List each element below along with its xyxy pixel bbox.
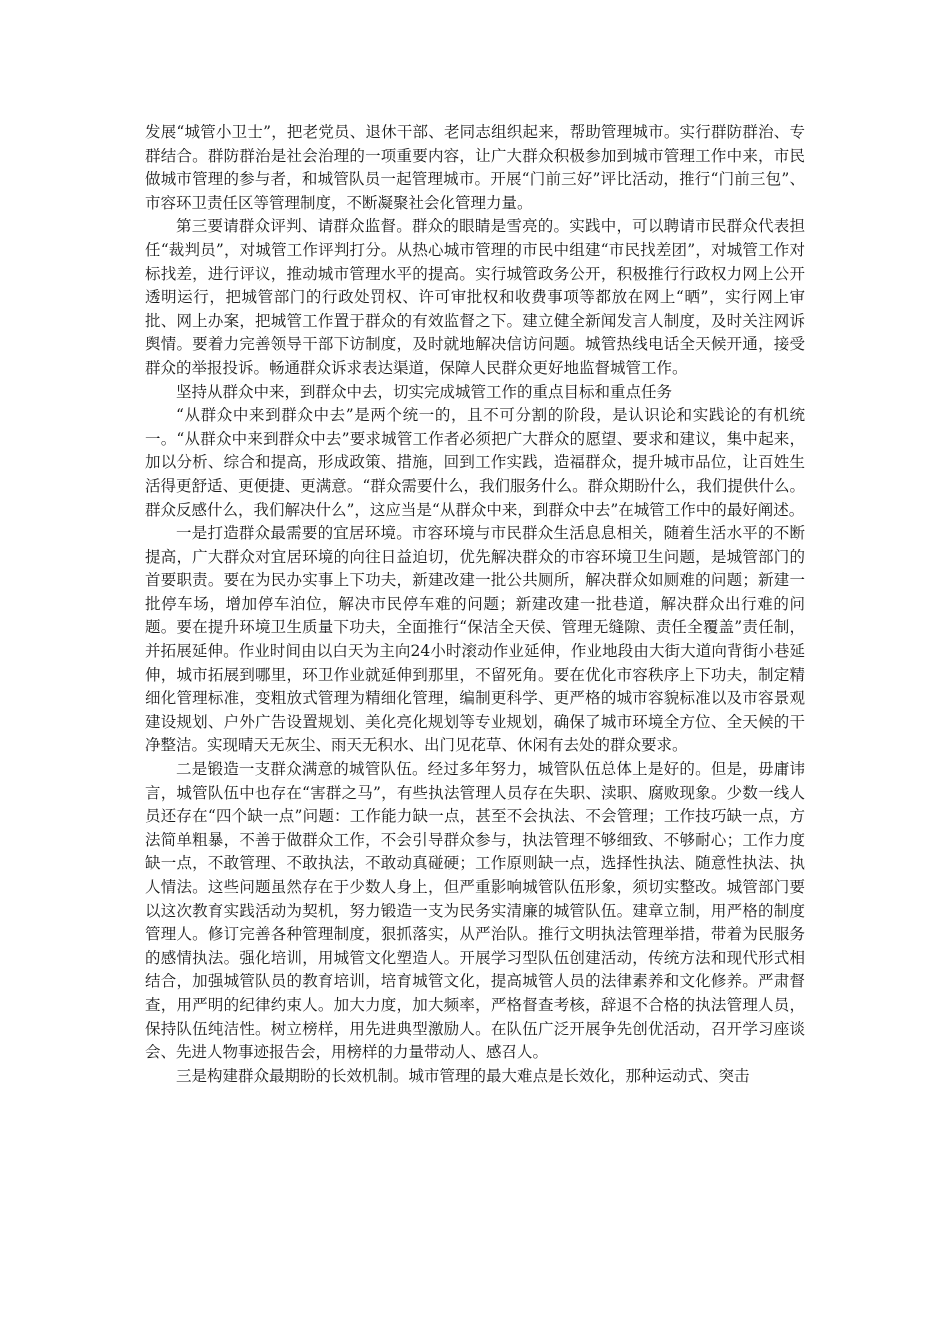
paragraph-environment: 一是打造群众最需要的宜居环境。市容环境与市民群众生活息息相关，随着生活水平的不断提高，广大群众对宜居环境的向往日益迫切，优先解决群众的市容环境卫生问题，是城管部门的首要职责。要在为民办实事上下功夫，新建改建一批公共厕所，解决群众如厕难的问题；新建一批停车场，增加停车泊位，解决市民停车难的问题；新建改建一批巷道，解决群众出行难的问题。要在提升环境卫生质量下功夫，全面推行“保洁全天侯、管理无缝隙、责任全覆盖”责任制，并拓展延伸。作业时间由以白天为主向24小时滚动作业延伸，作业地段由大街大道向背街小巷延伸，城市拓展到哪里，环卫作业就延伸到那里，不留死角。要在优化市容秩序上下功夫，制定精细化管理标准，变粗放式管理为精细化管理，编制更科学、更严格的城市容貌标准以及市容景观建设规划、户外广告设置规划、美化亮化规划等专业规划，确保了城市环境全方位、全天候的干净整洁。实现晴天无灰尘、雨天无积水、出门见花草、休闲有去处的群众要求。: [145, 524, 805, 755]
paragraph-mass-line: “从群众中来到群众中去”是两个统一的，且不可分割的阶段，是认识论和实践论的有机统一。“从群众中来到群众中去”要求城管工作者必须把广大群众的愿望、要求和建议，集中起来，加以分析、综合和提高，形成政策、措施，回到工作实践，造福群众，提升城市品位，让百姓生活得更舒适、更便捷、更满意。“群众需要什么，我们服务什么。群众期盼什么，我们提供什么。群众反感什么，我们解决什么”，这应当是“从群众中来，到群众中去”在城管工作中的最好阐述。: [145, 406, 805, 519]
document-body: [145, 121, 805, 1088]
paragraph-supervision: 第三要请群众评判、请群众监督。群众的眼睛是雪亮的。实践中，可以聘请市民群众代表担任“裁判员”，对城管工作评判打分。从热心城市管理的市民中组建“市民找差团”，对城管工作对标找差，进行评议，推动城市管理水平的提高。实行城管政务公开，积极推行行政权力网上公开透明运行，把城管部门的行政处罚权、许可审批权和收费事项等都放在网上“晒”，实行网上审批、网上办案，把城管工作置于群众的有效监督之下。建立健全新闻发言人制度，及时关注网诉舆情。要着力完善领导干部下访制度，及时就地解决信访问题。城管热线电话全天候开通，接受群众的举报投诉。畅通群众诉求表达渠道，保障人民群众更好地监督城管工作。: [145, 217, 805, 377]
paragraph-continuation: 发展“城管小卫士”，把老党员、退休干部、老同志组织起来，帮助管理城市。实行群防群治、专群结合。群防群治是社会治理的一项重要内容，让广大群众积极参加到城市管理工作中来，市民做城市管理的参与者，和城管队员一起管理城市。开展“门前三好”评比活动，推行“门前三包”、市容环卫责任区等管理制度，不断凝聚社会化管理力量。: [145, 123, 805, 212]
paragraph-mechanism: 三是构建群众最期盼的长效机制。城市管理的最大难点是长效化，那种运动式、突击: [176, 1066, 750, 1085]
paragraph-team: 二是锻造一支群众满意的城管队伍。经过多年努力，城管队伍总体上是好的。但是，毋庸讳言，城管队伍中也存在“害群之马”，有些执法管理人员存在失职、渎职、腐败现象。少数一线人员还存在“四个缺一点”问题：工作能力缺一点，甚至不会执法、不会管理；工作技巧缺一点，方法简单粗暴，不善于做群众工作，不会引导群众参与，执法管理不够细致、不够耐心；工作力度缺一点，不敢管理、不敢执法，不敢动真碰硬；工作原则缺一点，选择性执法、随意性执法、执人情法。这些问题虽然存在于少数人身上，但严重影响城管队伍形象，须切实整改。城管部门要以这次教育实践活动为契机，努力锻造一支为民务实清廉的城管队伍。建章立制，用严格的制度管理人。修订完善各种管理制度，狠抓落实，从严治队。推行文明执法管理举措，带着为民服务的感情执法。强化培训，用城管文化塑造人。开展学习型队伍创建活动，传统方法和现代形式相结合，加强城管队员的教育培训，培育城管文化，提高城管人员的法律素养和文化修养。严肃督查，用严明的纪律约束人。加大力度，加大频率，严格督查考核，辞退不合格的执法管理人员，保持队伍纯洁性。树立榜样，用先进典型激励人。在队伍广泛开展争先创优活动，召开学习座谈会、先进人物事迹报告会，用榜样的力量带动人、感召人。: [145, 760, 805, 1062]
section-heading: 坚持从群众中来，到群众中去，切实完成城管工作的重点目标和重点任务: [176, 382, 673, 401]
